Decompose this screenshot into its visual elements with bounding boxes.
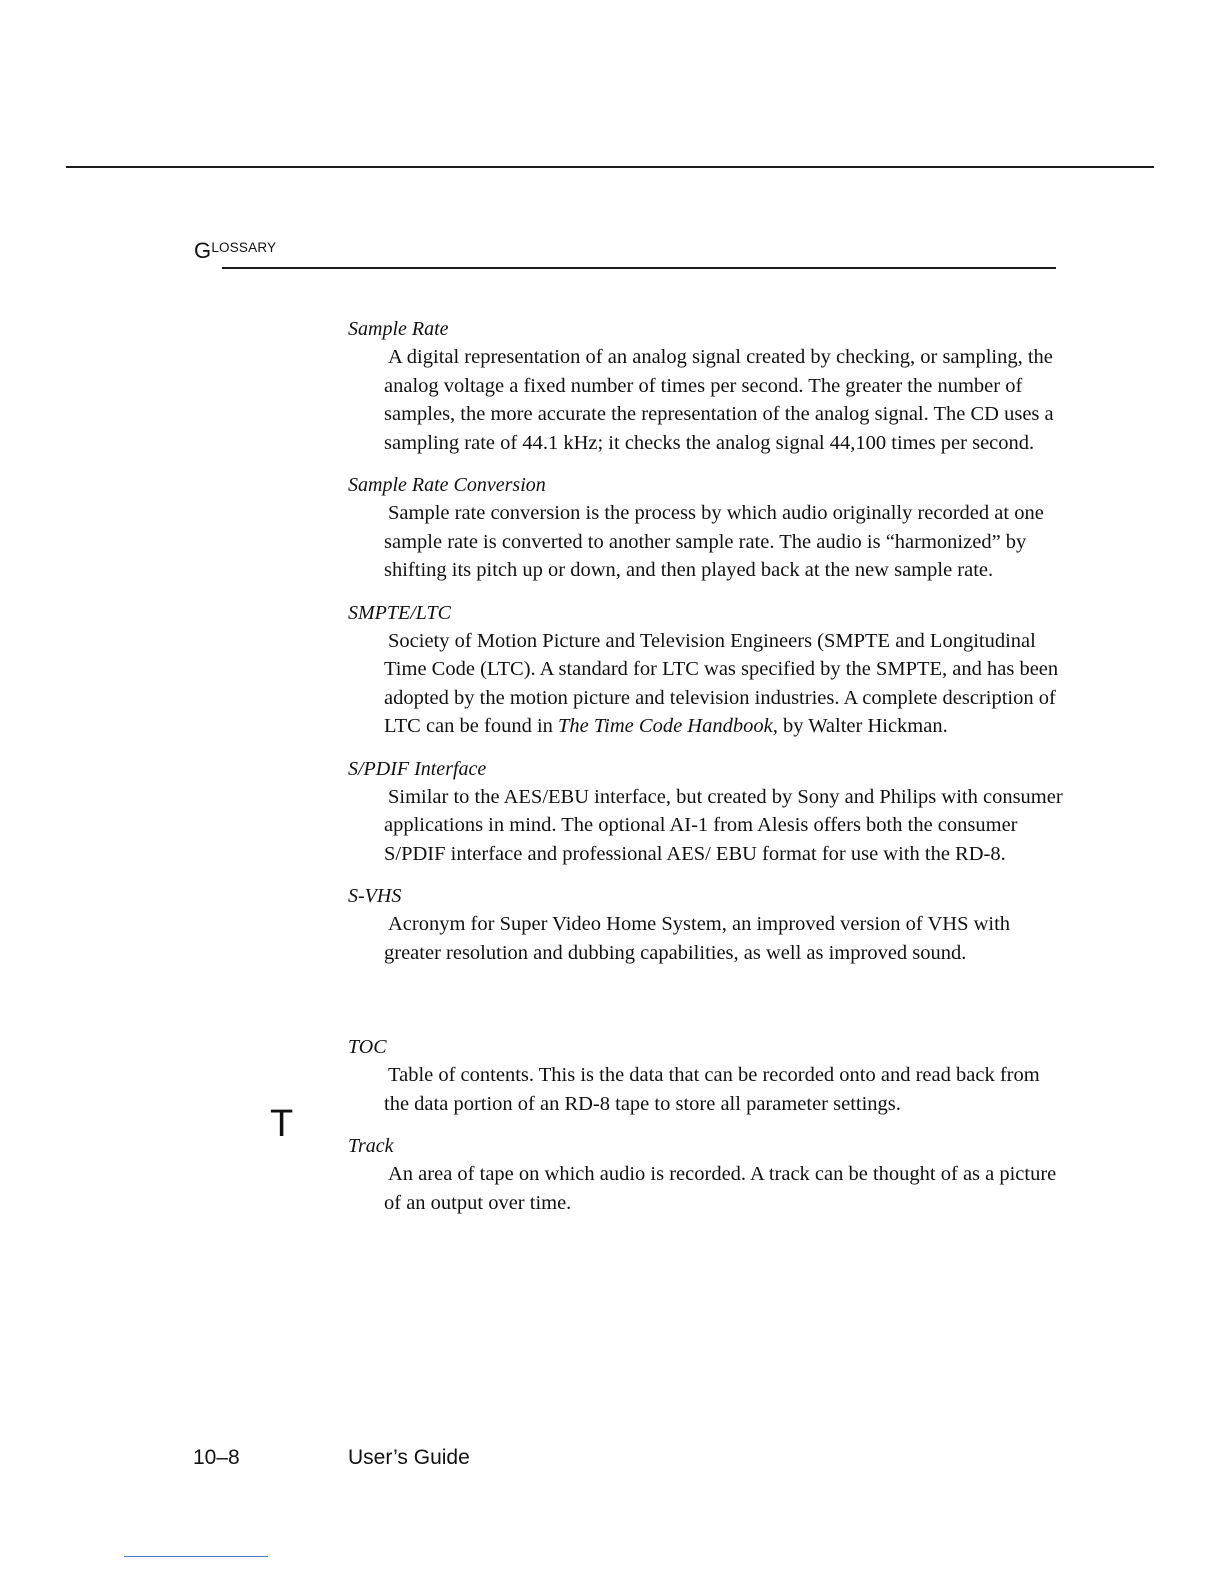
entry-definition: Similar to the AES/EBU interface, but created by Sony and Philips with consumer applications in mind. The optional AI-1 from Alesis offers both the consumer S/PDIF interface and professional AES/ EBU format for use with the RD-8. (384, 785, 1063, 865)
entry-definition (384, 627, 1068, 741)
glossary-entry (348, 599, 1068, 741)
glossary-entries (348, 315, 1068, 1231)
glossary-entry (348, 755, 1068, 869)
section-gap (348, 981, 1068, 1033)
book-title: The Time Code Handbook, (558, 715, 778, 737)
definition-text: by Walter Hickman. (777, 715, 948, 737)
glossary-entry (348, 1033, 1068, 1118)
footer-title: User’s Guide (348, 1446, 470, 1469)
entry-term: SMPTE/LTC (348, 601, 451, 624)
bottom-rule (124, 1556, 268, 1557)
header-initial: G (194, 238, 212, 263)
section-letter: T (270, 1103, 294, 1145)
entry-term: S/PDIF Interface (348, 757, 487, 780)
definition-text: Society of Motion Picture and Television Engineers (SMPTE and Longitudinal Time Code (LTC). A standard for LTC was specified by the SMPTE, and has been adopted by the motion picture and television industries. A complete description of LTC can be found in (384, 629, 1059, 737)
glossary-entry (348, 882, 1068, 967)
entry-definition: Sample rate conversion is the process by which audio originally recorded at one sample rate is converted to another sample rate. The audio is “harmonized” by shifting its pitch up or down, and then played back at the new sample rate. (384, 502, 1044, 581)
header-rule (222, 267, 1056, 269)
glossary-entry (348, 471, 1068, 585)
top-rule (66, 166, 1154, 168)
entry-term: S-VHS (348, 885, 402, 907)
entry-definition: A digital representation of an analog signal created by checking, or sampling, the analog voltage a fixed number of times per second. The greater the number of samples, the more accurate the representation of the analog signal. The CD uses a sampling rate of 44.1 kHz; it checks the analog signal 44,100 times per second. (384, 346, 1054, 454)
glossary-entry (348, 1132, 1068, 1217)
running-header (194, 238, 276, 264)
entry-term: Sample Rate (348, 318, 449, 340)
entry-term: TOC (348, 1036, 387, 1058)
entry-definition: An area of tape on which audio is recorded. A track can be thought of as a picture of an output over time. (384, 1163, 1057, 1214)
page-number: 10–8 (193, 1446, 240, 1469)
entry-term: Track (348, 1135, 394, 1157)
entry-term: Sample Rate Conversion (348, 474, 546, 496)
header-title-rest: LOSSARY (211, 240, 277, 255)
entry-definition: Acronym for Super Video Home System, an improved version of VHS with greater resolution and dubbing capabilities, as well as improved sound. (384, 913, 1011, 964)
entry-definition: Table of contents. This is the data that can be recorded onto and read back from the data portion of an RD-8 tape to store all parameter settings. (384, 1064, 1040, 1115)
glossary-entry (348, 315, 1068, 457)
